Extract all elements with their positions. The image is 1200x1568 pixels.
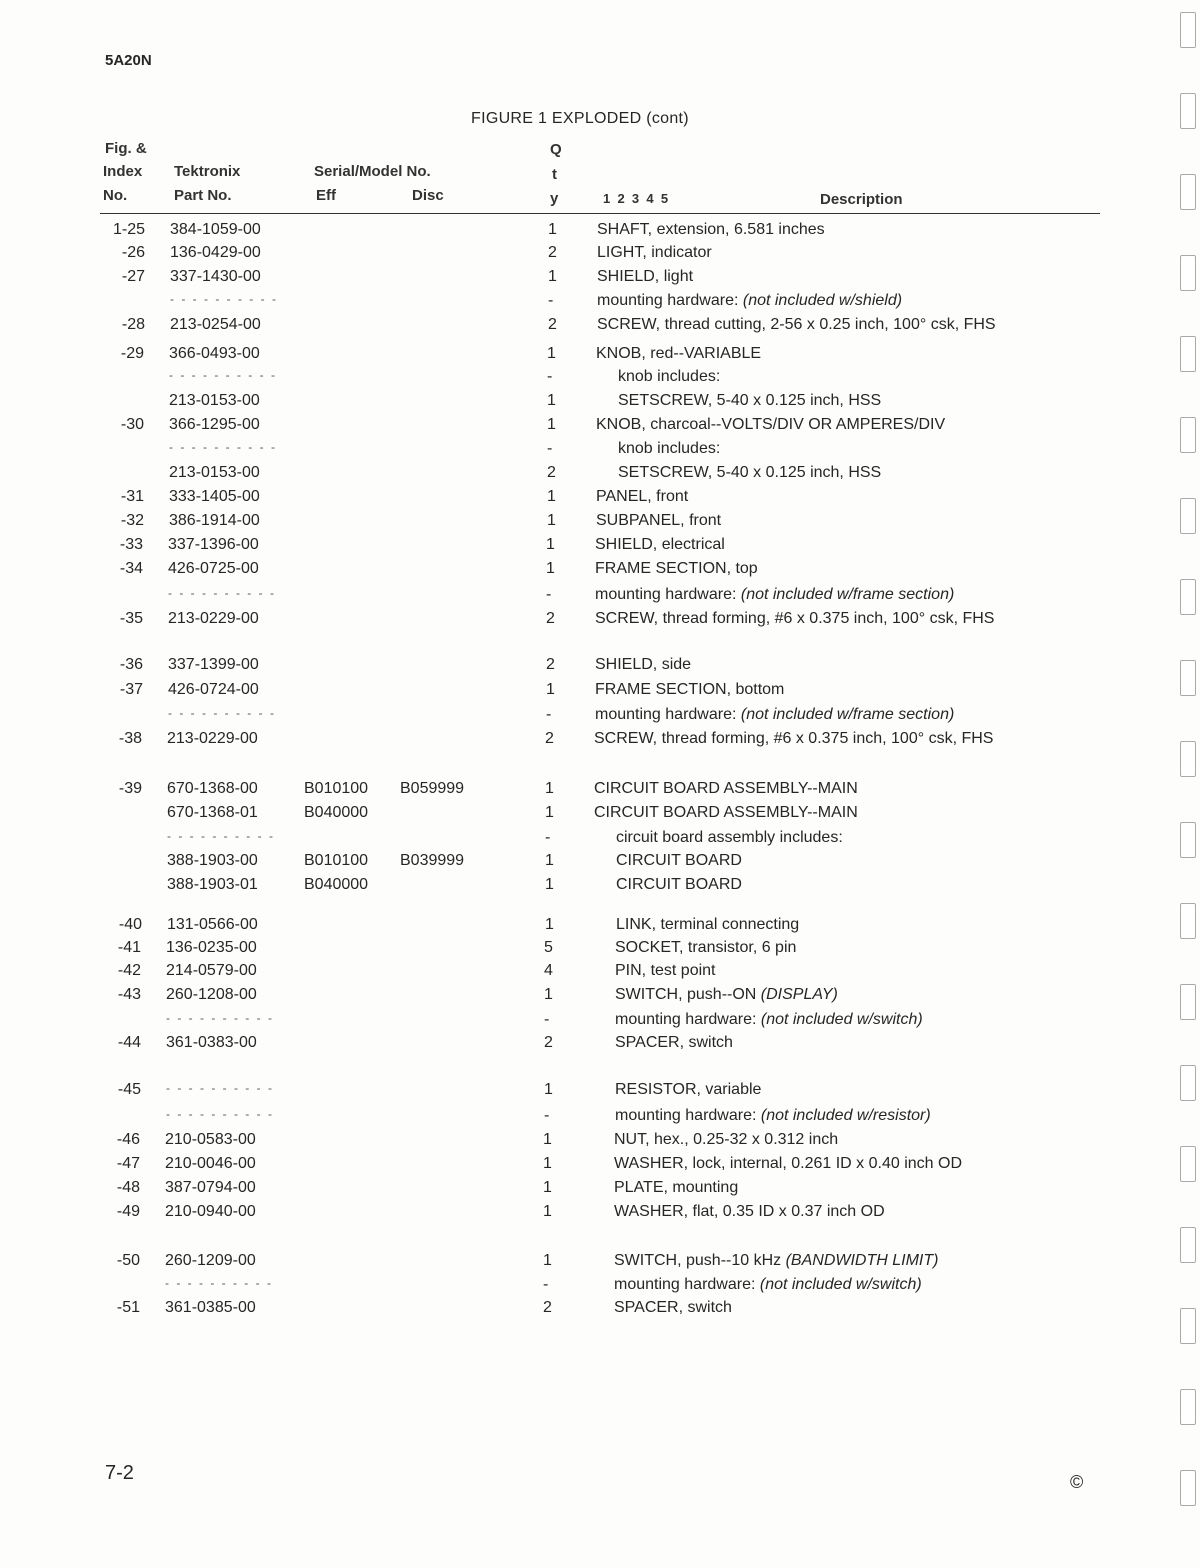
col-disc: Disc (412, 187, 444, 204)
description (615, 962, 716, 980)
binder-hole (1180, 903, 1196, 939)
serial-eff: B040000 (304, 876, 369, 893)
quantity: - (543, 1276, 549, 1293)
quantity: - (546, 706, 552, 723)
description-note: (not included w/switch) (760, 1011, 923, 1028)
binder-hole (1180, 93, 1196, 129)
part-number: - - - - - - - - - - (166, 1081, 274, 1095)
description (618, 440, 720, 458)
part-number: - - - - - - - - - - (165, 1276, 273, 1290)
quantity: 2 (548, 316, 557, 333)
description (615, 986, 838, 1004)
quantity: 1 (545, 916, 554, 933)
description-note: (not included w/resistor) (760, 1107, 931, 1124)
quantity: 1 (546, 560, 555, 577)
description-note: (not included w/switch) (759, 1276, 922, 1293)
part-number: 333-1405-00 (169, 488, 260, 505)
part-number: 210-0046-00 (165, 1155, 256, 1172)
description-text: NUT, hex., 0.25-32 x 0.312 inch (614, 1131, 839, 1148)
binder-hole (1180, 1146, 1196, 1182)
index-number: -26 (121, 244, 145, 261)
part-number: - - - - - - - - - - (168, 586, 276, 600)
description-note: (BANDWIDTH LIMIT) (785, 1252, 939, 1269)
quantity: 1 (547, 512, 556, 529)
part-number: 388-1903-00 (167, 852, 258, 869)
description-text: SWITCH, push--ON (615, 986, 761, 1003)
description (595, 560, 758, 578)
description-text: KNOB, charcoal--VOLTS/DIV OR AMPERES/DIV (596, 416, 946, 433)
binder-hole (1180, 1389, 1196, 1425)
description (614, 1131, 838, 1149)
description-text: SPACER, switch (615, 1034, 733, 1051)
part-number: 361-0383-00 (166, 1034, 257, 1051)
part-number: 214-0579-00 (166, 962, 257, 979)
quantity: 2 (548, 244, 557, 261)
quantity: - (544, 1011, 550, 1028)
description-text: SHAFT, extension, 6.581 inches (597, 221, 825, 238)
quantity: - (546, 586, 552, 603)
binder-hole (1180, 660, 1196, 696)
description-text: knob includes: (618, 440, 721, 457)
description (596, 345, 761, 363)
description-text: CIRCUIT BOARD (616, 852, 742, 869)
binder-hole (1180, 822, 1196, 858)
description (596, 416, 945, 434)
description (595, 706, 954, 724)
description-text: FRAME SECTION, top (595, 560, 758, 577)
index-number: -39 (118, 780, 142, 797)
binder-hole (1180, 1065, 1196, 1101)
binder-hole (1180, 336, 1196, 372)
description-text: PLATE, mounting (614, 1179, 739, 1196)
col-fig-2: Index (103, 163, 143, 180)
binder-hole (1180, 1308, 1196, 1344)
description-text: WASHER, lock, internal, 0.261 ID x 0.40 inch OD (614, 1155, 962, 1172)
binder-hole (1180, 579, 1196, 615)
index-number: -45 (117, 1081, 141, 1098)
col-eff: Eff (316, 187, 336, 204)
quantity: 1 (548, 221, 557, 238)
col-part-1: Tektronix (174, 163, 241, 180)
description-text: LIGHT, indicator (597, 244, 712, 261)
description (597, 268, 693, 286)
index-number: -31 (120, 488, 144, 505)
part-number: 337-1399-00 (168, 656, 259, 673)
description (595, 586, 954, 604)
part-number: 366-1295-00 (169, 416, 260, 433)
index-number: -41 (117, 939, 141, 956)
description-text: PANEL, front (596, 488, 689, 505)
description-text: mounting hardware: (595, 706, 741, 723)
part-number: - - - - - - - - - - (167, 829, 275, 843)
index-number: -30 (120, 416, 144, 433)
part-number: - - - - - - - - - - (166, 1107, 274, 1121)
quantity: 1 (545, 780, 554, 797)
part-number: 210-0940-00 (165, 1203, 256, 1220)
description (616, 852, 742, 870)
description (595, 610, 994, 628)
copyright-mark: © (1070, 1472, 1084, 1492)
page-number: 7-2 (105, 1462, 134, 1484)
description (614, 1252, 938, 1270)
part-number: 670-1368-00 (167, 780, 258, 797)
model-number: 5A20N (105, 52, 152, 69)
description-text: SCREW, thread cutting, 2-56 x 0.25 inch, 100° csk, FHS (597, 316, 996, 333)
part-number: 361-0385-00 (165, 1299, 256, 1316)
quantity: 1 (543, 1131, 552, 1148)
description-text: SUBPANEL, front (596, 512, 722, 529)
quantity: 2 (543, 1299, 552, 1316)
description-text: knob includes: (618, 368, 721, 385)
part-number: - - - - - - - - - - (170, 292, 278, 306)
description (595, 681, 784, 699)
description-text: CIRCUIT BOARD (616, 876, 742, 893)
description-text: mounting hardware: (614, 1276, 760, 1293)
quantity: - (548, 292, 554, 309)
description-note: (not included w/shield) (742, 292, 903, 309)
part-number: 386-1914-00 (169, 512, 260, 529)
page-title: FIGURE 1 EXPLODED (cont) (471, 110, 689, 127)
description-text: SETSCREW, 5-40 x 0.125 inch, HSS (618, 464, 882, 481)
description (618, 464, 881, 482)
part-number: 213-0229-00 (168, 610, 259, 627)
quantity: 1 (545, 852, 554, 869)
description-text: SCREW, thread forming, #6 x 0.375 inch, 100° csk, FHS (595, 610, 995, 627)
description-note: (not included w/frame section) (740, 706, 955, 723)
quantity: 1 (544, 986, 553, 1003)
index-number: -28 (121, 316, 145, 333)
description (614, 1179, 738, 1197)
quantity: 1 (543, 1203, 552, 1220)
quantity: 2 (546, 656, 555, 673)
quantity: 2 (547, 464, 556, 481)
binder-hole (1180, 1470, 1196, 1506)
description (615, 939, 796, 957)
description-text: SOCKET, transistor, 6 pin (615, 939, 797, 956)
description (618, 392, 881, 410)
quantity: 2 (544, 1034, 553, 1051)
col-fig-1: Fig. & (105, 140, 147, 157)
description-text: mounting hardware: (595, 586, 741, 603)
part-number: 210-0583-00 (165, 1131, 256, 1148)
part-number: 366-0493-00 (169, 345, 260, 362)
description-text: FRAME SECTION, bottom (595, 681, 785, 698)
part-number: 136-0429-00 (170, 244, 261, 261)
description-text: CIRCUIT BOARD ASSEMBLY--MAIN (594, 804, 858, 821)
binder-hole (1180, 1227, 1196, 1263)
description (597, 292, 902, 310)
quantity: - (547, 368, 553, 385)
quantity: 1 (544, 1081, 553, 1098)
part-number: 213-0153-00 (169, 392, 260, 409)
serial-eff: B040000 (304, 804, 369, 821)
index-number: -40 (118, 916, 142, 933)
description (594, 730, 993, 748)
header-rule (100, 213, 1100, 214)
binder-hole (1180, 255, 1196, 291)
description (616, 916, 799, 934)
quantity: 1 (545, 876, 554, 893)
part-number: 426-0725-00 (168, 560, 259, 577)
part-number: 337-1396-00 (168, 536, 259, 553)
quantity: 4 (544, 962, 553, 979)
quantity: - (545, 829, 551, 846)
index-number: -37 (119, 681, 143, 698)
part-number: 384-1059-00 (170, 221, 261, 238)
description-text: CIRCUIT BOARD ASSEMBLY--MAIN (594, 780, 858, 797)
quantity: 2 (545, 730, 554, 747)
description-note: (not included w/frame section) (740, 586, 955, 603)
description (616, 876, 742, 894)
description-text: RESISTOR, variable (615, 1081, 762, 1098)
part-number: 213-0229-00 (167, 730, 258, 747)
col-description: Description (820, 191, 903, 208)
index-number: -35 (119, 610, 143, 627)
description (618, 368, 720, 386)
description (595, 656, 691, 674)
part-number: - - - - - - - - - - (168, 706, 276, 720)
index-number: -47 (116, 1155, 140, 1172)
quantity: 1 (545, 804, 554, 821)
description (614, 1276, 922, 1294)
description-text: SHIELD, side (595, 656, 692, 673)
description (616, 829, 843, 847)
quantity: 1 (547, 392, 556, 409)
index-number: -43 (117, 986, 141, 1003)
part-number: 136-0235-00 (166, 939, 257, 956)
part-number: 670-1368-01 (167, 804, 258, 821)
description-text: circuit board assembly includes: (616, 829, 843, 846)
description (594, 780, 858, 798)
col-levels: 1 2 3 4 5 (603, 191, 669, 206)
col-part-2: Part No. (174, 187, 232, 204)
index-number: -29 (120, 345, 144, 362)
description (597, 221, 825, 239)
description (615, 1107, 931, 1125)
binder-hole (1180, 12, 1196, 48)
serial-disc: B059999 (400, 780, 465, 797)
description-text: LINK, terminal connecting (616, 916, 800, 933)
description-text: mounting hardware: (597, 292, 743, 309)
description (615, 1011, 923, 1029)
description (597, 244, 712, 262)
description (615, 1034, 733, 1052)
part-number: 388-1903-01 (167, 876, 258, 893)
part-number: 213-0153-00 (169, 464, 260, 481)
description-note: (DISPLAY) (760, 986, 838, 1003)
description-text: SHIELD, electrical (595, 536, 725, 553)
index-number: -33 (119, 536, 143, 553)
description-text: SWITCH, push--10 kHz (614, 1252, 786, 1269)
index-number: 1-25 (112, 221, 145, 238)
serial-disc: B039999 (400, 852, 465, 869)
quantity: 1 (548, 268, 557, 285)
part-number: 387-0794-00 (165, 1179, 256, 1196)
quantity: 1 (546, 536, 555, 553)
part-number: 260-1208-00 (166, 986, 257, 1003)
index-number: -34 (119, 560, 143, 577)
quantity: 5 (544, 939, 553, 956)
description (596, 512, 721, 530)
description (595, 536, 725, 554)
quantity: 1 (543, 1179, 552, 1196)
description-text: SPACER, switch (614, 1299, 732, 1316)
index-number: -48 (116, 1179, 140, 1196)
part-number: - - - - - - - - - - (169, 440, 277, 454)
col-qty-1: Q (550, 141, 562, 158)
quantity: 1 (547, 416, 556, 433)
quantity: - (547, 440, 553, 457)
quantity: 2 (546, 610, 555, 627)
col-qty-3: y (550, 190, 559, 207)
quantity: 1 (546, 681, 555, 698)
description (614, 1155, 962, 1173)
description-text: SHIELD, light (597, 268, 694, 285)
description-text: mounting hardware: (615, 1011, 761, 1028)
index-number: -32 (120, 512, 144, 529)
description-text: WASHER, flat, 0.35 ID x 0.37 inch OD (614, 1203, 885, 1220)
quantity: 1 (547, 488, 556, 505)
binder-hole (1180, 174, 1196, 210)
index-number: -42 (117, 962, 141, 979)
description-text: KNOB, red--VARIABLE (596, 345, 762, 362)
index-number: -51 (116, 1299, 140, 1316)
col-fig-3: No. (103, 187, 128, 204)
part-number: 131-0566-00 (167, 916, 258, 933)
index-number: -36 (119, 656, 143, 673)
description-text: SETSCREW, 5-40 x 0.125 inch, HSS (618, 392, 882, 409)
quantity: - (544, 1107, 550, 1124)
description-text: SCREW, thread forming, #6 x 0.375 inch, 100° csk, FHS (594, 730, 994, 747)
index-number: -50 (116, 1252, 140, 1269)
binder-hole (1180, 498, 1196, 534)
index-number: -27 (121, 268, 145, 285)
serial-eff: B010100 (304, 852, 369, 869)
quantity: 1 (543, 1252, 552, 1269)
binder-hole (1180, 417, 1196, 453)
part-number: - - - - - - - - - - (166, 1011, 274, 1025)
description (594, 804, 858, 822)
description (597, 316, 996, 334)
description-text: PIN, test point (615, 962, 716, 979)
index-number: -46 (116, 1131, 140, 1148)
index-number: -44 (117, 1034, 141, 1051)
quantity: 1 (547, 345, 556, 362)
part-number: 213-0254-00 (170, 316, 261, 333)
description (614, 1299, 732, 1317)
description (596, 488, 688, 506)
binder-hole (1180, 984, 1196, 1020)
binder-hole (1180, 741, 1196, 777)
part-number: - - - - - - - - - - (169, 368, 277, 382)
serial-eff: B010100 (304, 780, 369, 797)
part-number: 337-1430-00 (170, 268, 261, 285)
description-text: mounting hardware: (615, 1107, 761, 1124)
index-number: -38 (118, 730, 142, 747)
col-qty-2: t (552, 166, 557, 183)
quantity: 1 (543, 1155, 552, 1172)
part-number: 260-1209-00 (165, 1252, 256, 1269)
description (615, 1081, 761, 1099)
description (614, 1203, 885, 1221)
col-serial: Serial/Model No. (314, 163, 431, 180)
index-number: -49 (116, 1203, 140, 1220)
part-number: 426-0724-00 (168, 681, 259, 698)
